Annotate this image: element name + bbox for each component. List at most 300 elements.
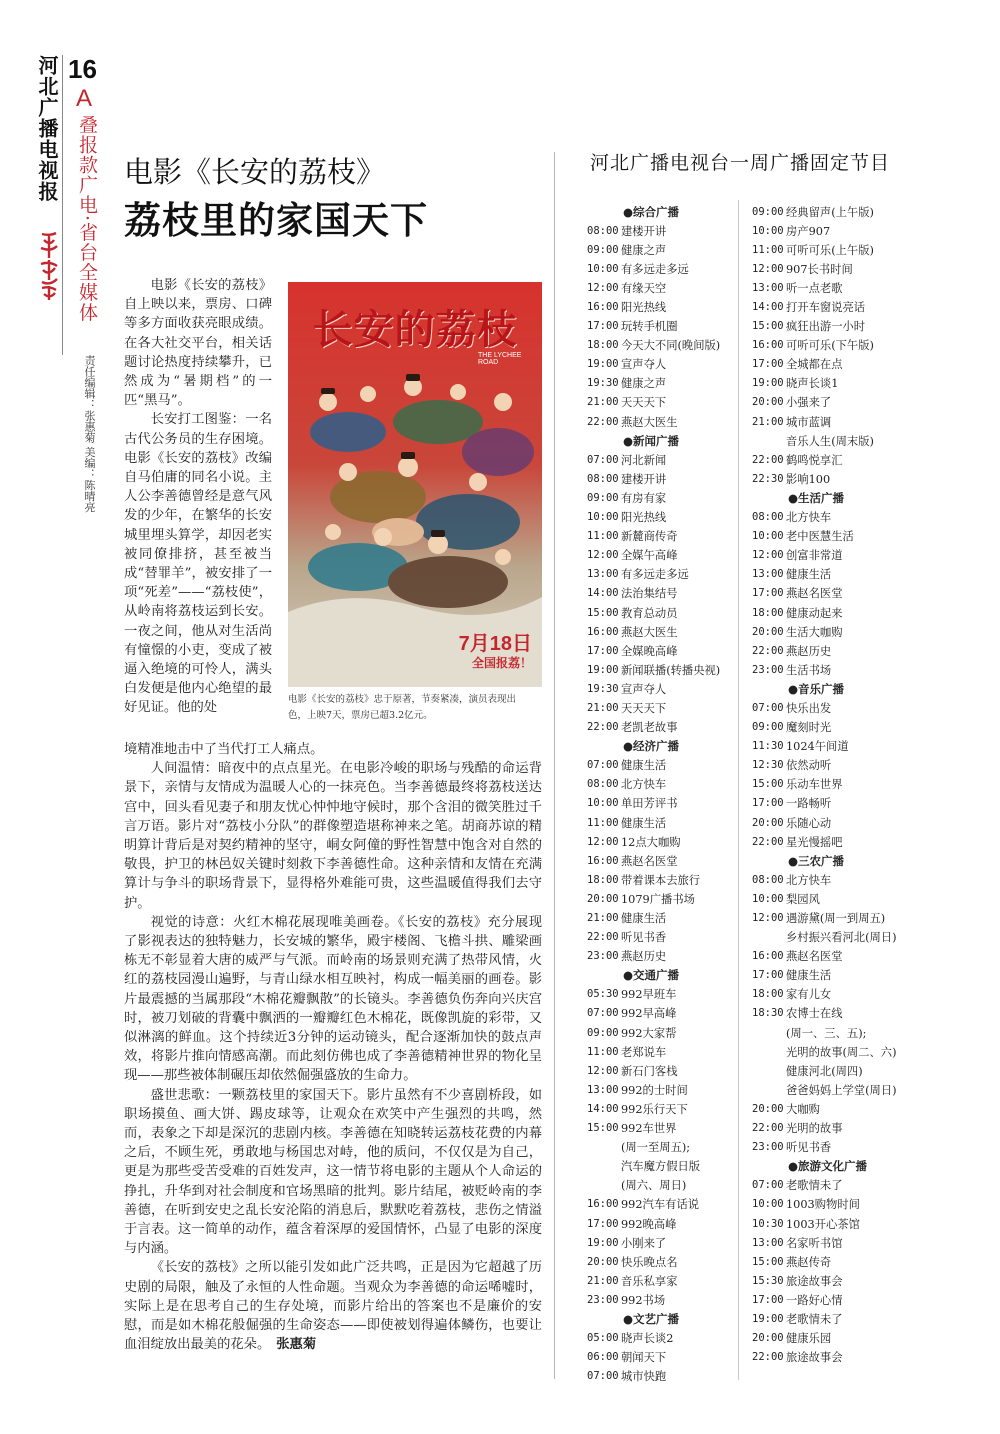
program-continuation: 音乐人生(周末版) (786, 434, 874, 448)
program-name: 听见书香 (786, 1141, 832, 1155)
paragraph: 人间温情：暗夜中的点点星光。在电影冷峻的职场与残酷的命运背景下，亲情与友情成为温暖人心的一抹亮色。当李善德最终将荔枝送达宫中，回头看见妻子和朋友忧心忡忡地守候时，那个含泪的微笑胜过千言万语。影片对“荔枝小分队”的群像塑造堪称神来之笔。胡商苏谅的精明算计背后是对契约精神的坚守，峒女阿僮的野性智慧中饱含对自然的敬畏，护卫的林邑奴关键时刻救下李善德性命。这种亲情和友情在充满算计与争斗的职场背景下，显得格外难能可贵，这些温暖值得我们去守护。 (124, 761, 542, 911)
program-name: 天天天下 (621, 701, 667, 715)
program-name: 星光慢摇吧 (786, 835, 843, 849)
program-name: 教育总动员 (621, 606, 678, 620)
program-time: 18:30 (752, 1007, 784, 1020)
program-time: 07:00 (752, 1179, 784, 1192)
channel-heading: ●综合广播 (623, 204, 680, 219)
page-number: 16 (68, 54, 97, 84)
program-time: 10:00 (587, 262, 619, 275)
program-row (587, 546, 757, 565)
program-name: 带着课本去旅行 (621, 873, 701, 887)
poster-release-date: 7月18日 (458, 633, 532, 655)
program-name: 燕赵大医生 (621, 415, 678, 429)
program-row (587, 1233, 757, 1252)
program-row (752, 660, 922, 679)
masthead-rule (62, 55, 63, 355)
program-row (752, 393, 922, 412)
program-name: 有房有家 (621, 491, 667, 505)
program-time: 23:00 (752, 1141, 784, 1154)
program-name: 玩转手机圈 (621, 320, 678, 334)
program-time: 07:00 (587, 759, 619, 772)
program-time: 17:00 (752, 797, 784, 810)
program-row (587, 889, 757, 908)
program-time: 13:00 (587, 1083, 619, 1096)
program-row (587, 527, 757, 546)
program-row (587, 832, 757, 851)
program-row (587, 336, 757, 355)
program-name: 健康生活 (786, 969, 832, 983)
program-row (587, 450, 757, 469)
program-time: 07:00 (587, 1370, 619, 1383)
program-row (587, 775, 757, 794)
program-time: 17:00 (752, 358, 784, 371)
program-time: 12:00 (752, 549, 784, 562)
program-row (587, 947, 757, 966)
program-row (587, 1195, 757, 1214)
channel-heading: ●旅游文化广播 (788, 1159, 868, 1174)
program-time: 07:00 (587, 453, 619, 466)
program-row (752, 546, 922, 565)
program-name: 燕赵名医堂 (786, 950, 843, 964)
channel-heading: ●经济广播 (623, 739, 680, 754)
program-name: 1003购物时间 (786, 1198, 860, 1212)
program-time: 16:00 (587, 854, 619, 867)
program-time: 17:00 (587, 320, 619, 333)
program-name: 有多远走多远 (621, 262, 689, 276)
program-row (587, 870, 757, 889)
program-name: 1003开心茶馆 (786, 1217, 860, 1231)
program-time: 12:00 (587, 1064, 619, 1077)
program-time: 22:00 (752, 1122, 784, 1135)
program-name: 家有儿女 (786, 988, 832, 1002)
program-name: 一路畅听 (786, 797, 832, 811)
program-time: 12:30 (752, 759, 784, 772)
program-time: 18:00 (752, 606, 784, 619)
program-row (587, 488, 757, 507)
channel-heading: ●文艺广播 (623, 1311, 680, 1326)
program-time: 16:00 (587, 301, 619, 314)
program-name: 生活大咖购 (786, 625, 843, 639)
program-time: 20:00 (752, 1102, 784, 1115)
program-name: 可听可乐(上午版) (786, 243, 874, 257)
program-row (587, 297, 757, 316)
program-name: 天天天下 (621, 396, 667, 410)
program-name: 创富非常道 (786, 549, 843, 563)
program-name: 听见书香 (621, 931, 667, 945)
program-time: 16:00 (587, 625, 619, 638)
program-name: 北方快车 (786, 873, 832, 887)
program-time: 09:00 (752, 205, 784, 218)
poster-english-title: THE LYCHEE ROAD (478, 352, 522, 366)
program-time: 12:00 (752, 262, 784, 275)
program-row (587, 1367, 757, 1386)
program-name: 老歌情未了 (786, 1312, 843, 1326)
channel-heading: ●音乐广播 (788, 681, 845, 696)
article-body-wide (124, 740, 542, 1355)
program-time: 20:00 (752, 396, 784, 409)
program-time: 13:00 (752, 1236, 784, 1249)
program-time: 22:00 (587, 721, 619, 734)
program-row (752, 622, 922, 641)
program-time: 12:00 (587, 549, 619, 562)
program-row (752, 374, 922, 393)
program-time: 21:00 (587, 396, 619, 409)
program-row (752, 527, 922, 546)
program-name: 燕赵历史 (621, 950, 667, 964)
program-row (752, 775, 922, 794)
program-row (587, 1271, 757, 1290)
program-name: 阳光热线 (621, 301, 667, 315)
paragraph-text: 《长安的荔枝》之所以能引发如此广泛共鸣，正是因为它超越了历史剧的局限，触及了永恒的人性命题。当观众为李善德的命运唏嘘时，实际上是在思考自己的生存处境，而影片给出的答案也不是廉价的安慰，而是如木棉花般倔强的生命姿态——即使被划得遍体鳞伤，也要让血泪绽放出最美的花朵。 (124, 1260, 542, 1353)
program-name: 农博士在线 (786, 1007, 843, 1021)
article-title: 荔枝里的家国天下 (124, 198, 428, 242)
program-row (752, 813, 922, 832)
program-time: 15:00 (752, 778, 784, 791)
program-row (752, 1119, 922, 1138)
program-name: 1079广播书场 (621, 892, 695, 906)
program-name: 河北新闻 (621, 453, 667, 467)
program-row (587, 393, 757, 412)
program-name: 12点大咖购 (621, 835, 681, 849)
poster-release-tagline: 全国报荔！ (471, 656, 532, 670)
program-row (752, 565, 922, 584)
column-divider (554, 152, 555, 1379)
program-row (752, 966, 922, 985)
program-time: 17:00 (752, 587, 784, 600)
program-name: 光明的故事 (786, 1122, 843, 1136)
program-name: 生活书场 (786, 663, 832, 677)
program-row (587, 412, 757, 431)
article-body-narrow (124, 276, 272, 718)
program-time: 23:00 (752, 663, 784, 676)
program-row (752, 698, 922, 717)
program-time: 10:30 (752, 1217, 784, 1230)
program-time: 17:00 (752, 1293, 784, 1306)
program-name: 建楼开讲 (621, 472, 667, 486)
program-row (587, 928, 757, 947)
paragraph: 视觉的诗意：火红木棉花展现唯美画卷。《长安的荔枝》充分展现了影视表达的独特魅力，长安城的繁华，殿宇楼阁、飞檐斗拱、雕梁画栋无不彰显着大唐的威严与气派。而岭南的场景则充满了热带风情，火红的荔枝园漫山遍野，与青山绿水相互映衬，构成一幅美丽的画卷。影片最震撼的当属那段“木棉花瓣飘散”的长镜头。李善德负伤奔向兴庆宫时，被刀划破的背囊中飘洒的一瓣瓣红色木棉花，既像凯旋的彩带，又似淋漓的鲜血。这个持续近3分钟的运动镜头，配合逐渐加快的鼓点声效，将影片推向情感高潮。而此刻仿佛也成了李善德精神世界的物化呈现——那些被体制碾压却依然倔强盛放的生命力。 (124, 914, 542, 1084)
program-row (587, 1023, 757, 1042)
channel-heading: ●生活广播 (788, 490, 845, 505)
program-name: 名家听书馆 (786, 1236, 843, 1250)
program-time: 20:00 (587, 892, 619, 905)
program-name: 宣声夺人 (621, 358, 667, 372)
program-row (587, 851, 757, 870)
program-name: 依然动听 (786, 759, 832, 773)
program-time: 08:00 (587, 224, 619, 237)
program-name: 新闻联播(转播央视) (621, 663, 721, 677)
program-row (587, 584, 757, 603)
program-row (587, 1061, 757, 1080)
program-row (587, 1290, 757, 1309)
program-time: 20:00 (752, 625, 784, 638)
program-time: 15:00 (752, 320, 784, 333)
program-time: 07:00 (752, 701, 784, 714)
program-time: 22:00 (587, 931, 619, 944)
program-row (752, 1195, 922, 1214)
program-row (752, 240, 922, 259)
paragraph: 长安打工图鉴：一名古代公务员的生存困境。电影《长安的荔枝》改编自马伯庸的同名小说。主人公李善德曾经是意气风发的少年，在繁华的长安城里埋头算学，却因老实被同僚排挤，甚至被当成“替罪羊”，被安排了一项“死差”——“荔枝使”，从岭南将荔枝运到长安。一夜之间，他从对生活尚有憧憬的小吏，变成了被逼入绝境的可怜人，满头白发便是他内心绝望的最好见证。他的处 (124, 412, 272, 716)
program-time: 17:00 (587, 1217, 619, 1230)
editors-credit: 责任编辑：张惠菊 美编：陈晴亮 (83, 355, 96, 513)
program-row (752, 508, 922, 527)
program-row (587, 813, 757, 832)
program-name: 大咖购 (786, 1102, 820, 1116)
program-time: 23:00 (587, 950, 619, 963)
program-name: 疯狂出游一小时 (786, 320, 866, 334)
program-name: 经典留声(上午版) (786, 205, 874, 219)
program-time: 05:00 (587, 1332, 619, 1345)
poster-caption: 电影《长安的荔枝》忠于原著，节奏紧凑，演员表现出色，上映7天，票房已超3.2亿元。 (288, 694, 517, 721)
program-time: 22:00 (587, 415, 619, 428)
program-name: 老歌情未了 (786, 1179, 843, 1193)
program-name: 992早班车 (621, 988, 677, 1002)
program-row (752, 718, 922, 737)
program-row (752, 908, 922, 927)
program-name: 快乐晚点名 (621, 1255, 678, 1269)
program-name: 992晚高峰 (621, 1217, 677, 1231)
program-name: 992车世界 (621, 1122, 677, 1136)
program-time: 09:00 (587, 491, 619, 504)
program-name: 992的士时间 (621, 1083, 688, 1097)
channel-heading: ●交通广播 (623, 968, 680, 983)
program-row (752, 317, 922, 336)
program-time: 18:00 (752, 988, 784, 1001)
program-name: 燕赵传奇 (786, 1255, 832, 1269)
program-time: 11:00 (752, 243, 784, 256)
program-row (752, 1214, 922, 1233)
program-continuation: 汽车魔方假日版 (621, 1160, 701, 1174)
program-time: 10:00 (752, 892, 784, 905)
program-time: 11:00 (587, 530, 619, 543)
program-time: 15:30 (752, 1274, 784, 1287)
channel-heading: ●新闻广播 (623, 433, 680, 448)
program-row (752, 870, 922, 889)
program-row (752, 889, 922, 908)
program-name: 遇游黛(周一到周五) (786, 912, 886, 926)
paragraph: 电影《长安的荔枝》自上映以来，票房、口碑等多方面收获亮眼成绩。在各大社交平台，相关话题讨论热度持续攀升，已然成为“暑期档”的一匹“黑马”。 (124, 278, 272, 409)
program-name: 朝闻天下 (621, 1351, 667, 1365)
poster-title: 长安的荔枝 (312, 306, 518, 353)
program-name: 魔刻时光 (786, 721, 832, 735)
program-time: 15:00 (587, 606, 619, 619)
program-time: 16:00 (587, 1198, 619, 1211)
program-row (752, 259, 922, 278)
program-time: 08:00 (752, 873, 784, 886)
program-row (587, 794, 757, 813)
program-row (752, 1348, 922, 1367)
program-row (752, 297, 922, 316)
program-time: 19:00 (752, 1312, 784, 1325)
program-name: 影响100 (786, 472, 831, 486)
program-time: 09:00 (752, 721, 784, 734)
program-row (752, 1329, 922, 1348)
program-time: 12:00 (752, 912, 784, 925)
program-row (587, 660, 757, 679)
program-name: 老郑说车 (621, 1045, 667, 1059)
program-name: 健康生活 (621, 912, 667, 926)
program-time: 19:30 (587, 682, 619, 695)
program-row (587, 622, 757, 641)
program-row (587, 221, 757, 240)
program-continuation: 光明的故事(周二、六) (786, 1045, 897, 1059)
program-row (752, 355, 922, 374)
program-name: 音乐私享家 (621, 1274, 678, 1288)
program-continuation: (周一、三、五); (786, 1026, 867, 1040)
program-row (587, 1042, 757, 1061)
program-name: 有多远走多远 (621, 568, 689, 582)
program-continuation: 健康河北(周四) (786, 1064, 863, 1078)
program-name: 老中医慧生活 (786, 530, 854, 544)
program-row (752, 584, 922, 603)
program-row (587, 718, 757, 737)
program-time: 10:00 (752, 1198, 784, 1211)
program-name: 992早高峰 (621, 1007, 677, 1021)
program-row (587, 641, 757, 660)
program-time: 21:00 (752, 415, 784, 428)
program-time: 12:00 (587, 281, 619, 294)
program-name: 宣声夺人 (621, 682, 667, 696)
program-name: 法治集结号 (621, 587, 678, 601)
program-name: 城市蓝调 (786, 415, 832, 429)
masthead (35, 54, 136, 513)
program-name: 北方快车 (786, 511, 832, 525)
program-continuation: (周一至周五); (621, 1141, 691, 1155)
program-row (587, 565, 757, 584)
program-time: 16:00 (752, 950, 784, 963)
article-subtitle: 电影《长安的荔枝》 (124, 155, 386, 189)
program-name: 城市快跑 (621, 1370, 667, 1384)
program-row (587, 278, 757, 297)
program-time: 10:00 (752, 224, 784, 237)
program-time: 11:00 (587, 816, 619, 829)
program-time: 17:00 (752, 969, 784, 982)
program-time: 19:30 (587, 377, 619, 390)
program-time: 09:00 (587, 243, 619, 256)
program-name: 小强来了 (786, 396, 832, 410)
program-name: 992乐行天下 (621, 1102, 688, 1116)
program-row (752, 1099, 922, 1118)
program-name: 快乐出发 (786, 701, 832, 715)
program-row (587, 985, 757, 1004)
program-time: 15:00 (752, 1255, 784, 1268)
program-name: 小刚来了 (621, 1236, 667, 1250)
program-continuation: (周六、周日) (621, 1179, 687, 1193)
author: 张惠菊 (276, 1337, 317, 1353)
program-time: 07:00 (587, 1007, 619, 1020)
program-row (587, 698, 757, 717)
program-row (587, 603, 757, 622)
program-row (752, 947, 922, 966)
program-row (752, 450, 922, 469)
program-name: 全城都在点 (786, 358, 843, 372)
program-row (587, 1099, 757, 1118)
program-name: 晓声长谈1 (786, 377, 839, 391)
program-row (587, 1252, 757, 1271)
program-time: 20:00 (752, 816, 784, 829)
program-name: 992书场 (621, 1293, 666, 1307)
program-name: 打开车窗说亮话 (786, 301, 866, 315)
program-time: 14:00 (752, 301, 784, 314)
program-name: 健康生活 (621, 816, 667, 830)
program-time: 08:00 (587, 778, 619, 791)
program-name: 992大家帮 (621, 1026, 677, 1040)
program-row (587, 317, 757, 336)
program-name: 房产907 (786, 224, 831, 238)
program-row (587, 1119, 757, 1138)
program-row (752, 1004, 922, 1023)
program-time: 18:00 (587, 339, 619, 352)
section-name: 叠报款广电·省台全媒体 (76, 115, 98, 323)
program-name: 今天大不同(晚间版) (621, 339, 721, 353)
program-row (587, 1080, 757, 1099)
program-time: 11:30 (752, 740, 784, 753)
program-name: 健康动起来 (786, 606, 843, 620)
program-row (752, 1290, 922, 1309)
program-row (752, 1271, 922, 1290)
program-name: 燕赵名医堂 (786, 587, 843, 601)
program-name: 梨园风 (786, 892, 820, 906)
program-row (587, 908, 757, 927)
program-continuation: 乡村振兴看河北(周日) (786, 931, 897, 945)
program-row (752, 832, 922, 851)
program-name: 旅途故事会 (786, 1274, 843, 1288)
program-time: 06:00 (587, 1351, 619, 1364)
program-row (587, 756, 757, 775)
program-time: 12:00 (587, 835, 619, 848)
program-name: 新石门客栈 (621, 1064, 678, 1078)
program-row (752, 221, 922, 240)
program-name: 阳光热线 (621, 511, 667, 525)
program-name: 燕赵历史 (786, 644, 832, 658)
schedule-left-column (587, 202, 757, 1386)
channel-heading: ●三农广播 (788, 853, 845, 868)
program-name: 全媒午高峰 (621, 549, 678, 563)
program-row (587, 1004, 757, 1023)
movie-poster (288, 282, 542, 687)
program-row (752, 603, 922, 622)
program-row (752, 278, 922, 297)
program-row (752, 1309, 922, 1328)
program-time: 19:00 (752, 377, 784, 390)
program-row (587, 1214, 757, 1233)
program-row (587, 240, 757, 259)
program-time: 22:30 (752, 472, 784, 485)
program-name: 燕赵名医堂 (621, 854, 678, 868)
program-row (752, 1252, 922, 1271)
program-time: 22:00 (752, 453, 784, 466)
program-row (587, 355, 757, 374)
program-time: 10:00 (587, 511, 619, 524)
program-row (752, 1176, 922, 1195)
program-row (752, 1138, 922, 1157)
program-row (587, 259, 757, 278)
program-row (752, 737, 922, 756)
program-name: 单田芳评书 (621, 797, 678, 811)
program-time: 22:00 (752, 835, 784, 848)
program-time: 18:00 (587, 873, 619, 886)
program-name: 燕赵大医生 (621, 625, 678, 639)
program-name: 听一点老歌 (786, 281, 843, 295)
paragraph: 盛世悲歌：一颗荔枝里的家国天下。影片虽然有不少喜剧桥段，如职场摸鱼、画大饼、踢皮球等，让观众在欢笑中产生强烈的共鸣，然而，表象之下却是深沉的悲剧内核。李善德在知晓转运荔枝花费的内幕之后，不顾生死，勇敢地与杨国忠对峙，他的质问，不仅仅是为自己，更是为那些受苦受难的百姓发声，这一情节将电影的主题从个人命运的挣扎，升华到对社会制度和官场黑暗的批判。影片结尾，被贬岭南的李善德，在听到安史之乱长安沦陷的消息后，默默吃着荔枝，悲伤之情溢于言表。这一简单的动作，蕴含着深厚的爱国情怀，凸显了电影的深度与内涵。 (124, 1087, 542, 1257)
paper-name: 河北广播电视报 (35, 55, 59, 202)
program-row (752, 1233, 922, 1252)
program-row (752, 794, 922, 813)
program-row (587, 1348, 757, 1367)
program-time: 13:00 (587, 568, 619, 581)
program-row (587, 1329, 757, 1348)
